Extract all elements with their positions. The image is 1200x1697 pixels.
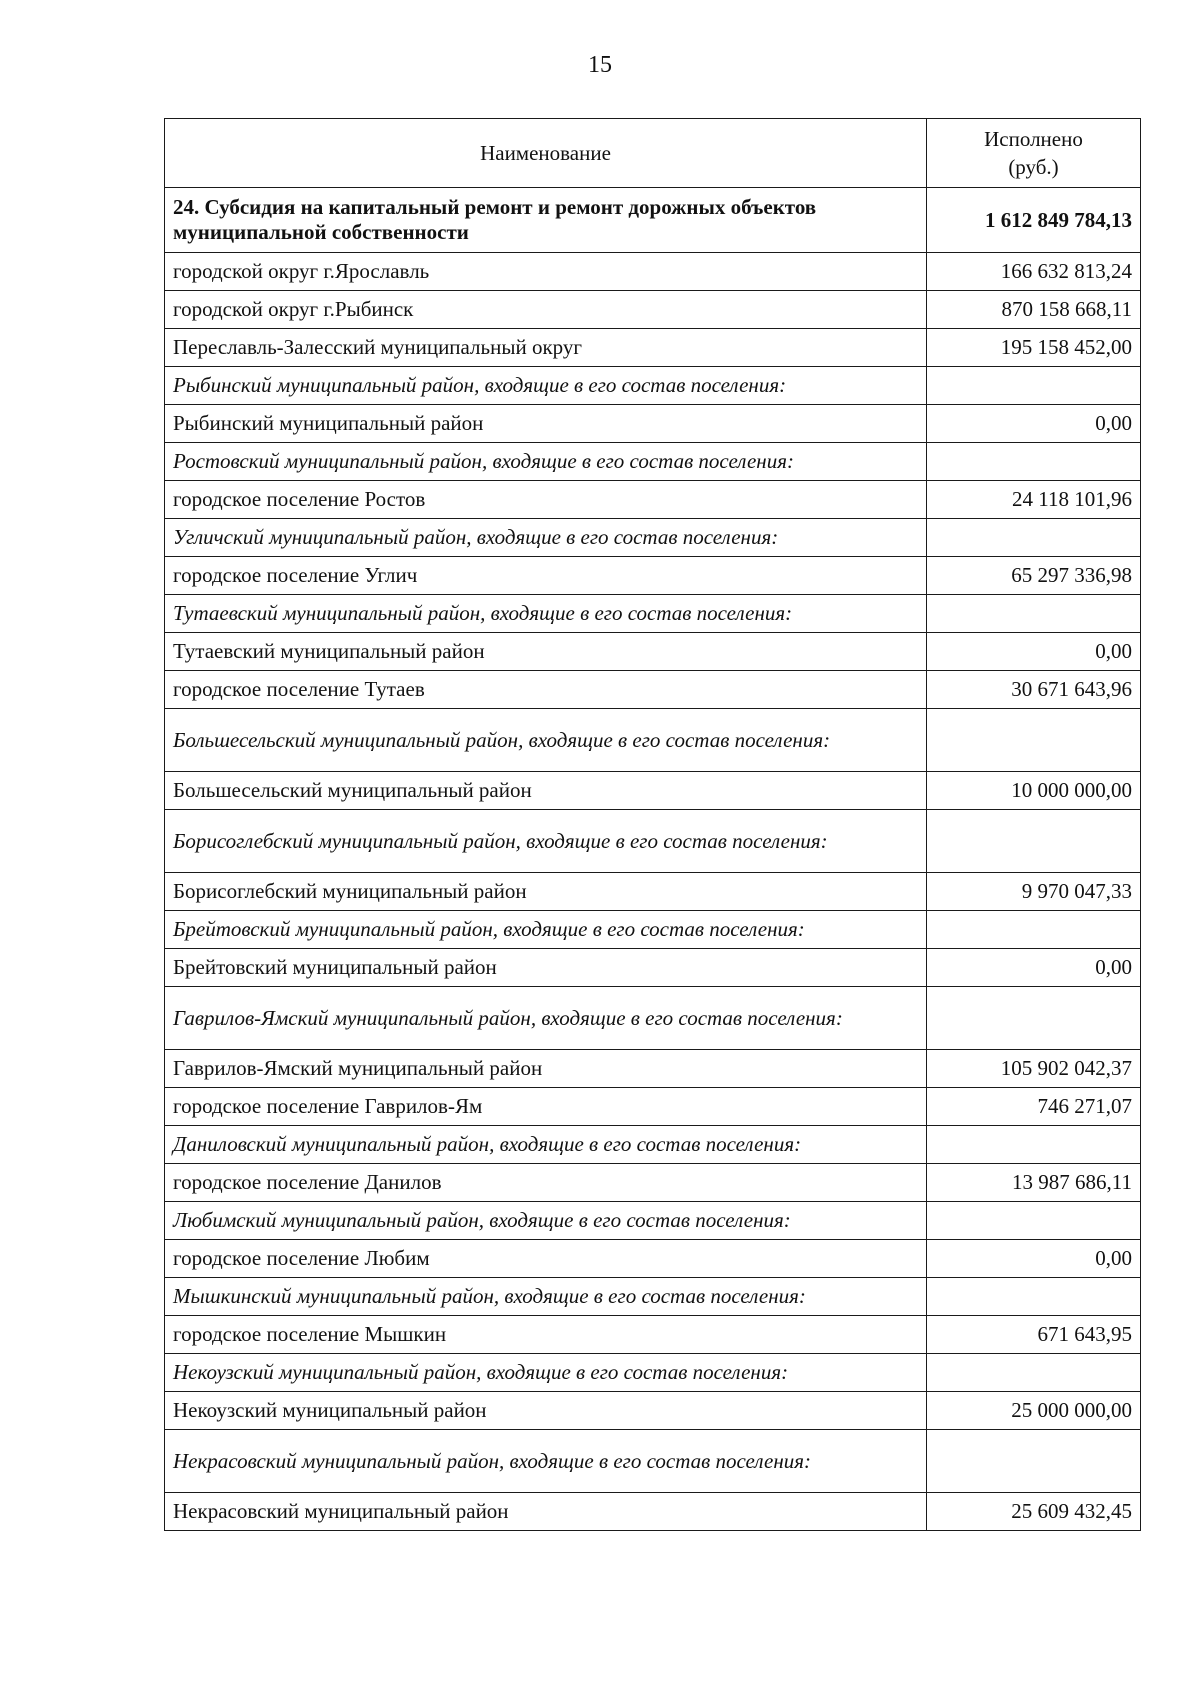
table-row xyxy=(165,1050,1141,1088)
table-row xyxy=(165,671,1141,709)
column-header-value xyxy=(927,119,1141,188)
table-body xyxy=(165,188,1141,1531)
row-value-cell xyxy=(927,443,1141,481)
row-name-cell: Большесельский муниципальный район xyxy=(165,772,927,810)
row-value-cell: 25 000 000,00 xyxy=(927,1392,1141,1430)
row-value-cell xyxy=(927,1430,1141,1493)
page-number: 15 xyxy=(588,52,612,78)
row-name-cell: Некрасовский муниципальный район, входящие в его состав поселения: xyxy=(165,1430,927,1493)
row-name-cell: городское поселение Ростов xyxy=(165,481,927,519)
row-name-cell: Тутаевский муниципальный район xyxy=(165,633,927,671)
column-header-name: Наименование xyxy=(165,119,927,188)
row-value-cell xyxy=(927,595,1141,633)
row-name-cell: 24. Субсидия на капитальный ремонт и ремонт дорожных объектов муниципальной собственности xyxy=(165,188,927,253)
row-name-cell: Любимский муниципальный район, входящие в его состав поселения: xyxy=(165,1202,927,1240)
row-name-cell: городской округ г.Ярославль xyxy=(165,253,927,291)
table-row-group-heading xyxy=(165,810,1141,873)
row-value-cell: 195 158 452,00 xyxy=(927,329,1141,367)
row-name-cell: Борисоглебский муниципальный район, входящие в его состав поселения: xyxy=(165,810,927,873)
row-name-cell: городское поселение Мышкин xyxy=(165,1316,927,1354)
table-row-group-heading xyxy=(165,1430,1141,1493)
table-row-group-heading xyxy=(165,367,1141,405)
row-value-cell xyxy=(927,709,1141,772)
table-row xyxy=(165,1316,1141,1354)
row-value-cell xyxy=(927,367,1141,405)
table-row xyxy=(165,481,1141,519)
row-value-cell: 0,00 xyxy=(927,633,1141,671)
row-name-cell: Борисоглебский муниципальный район xyxy=(165,873,927,911)
table-row xyxy=(165,873,1141,911)
row-value-cell: 870 158 668,11 xyxy=(927,291,1141,329)
row-value-cell: 24 118 101,96 xyxy=(927,481,1141,519)
row-name-cell: Мышкинский муниципальный район, входящие в его состав поселения: xyxy=(165,1278,927,1316)
row-value-cell: 166 632 813,24 xyxy=(927,253,1141,291)
table-row xyxy=(165,253,1141,291)
table-row xyxy=(165,949,1141,987)
row-value-cell: 13 987 686,11 xyxy=(927,1164,1141,1202)
row-name-cell: Угличский муниципальный район, входящие в его состав поселения: xyxy=(165,519,927,557)
row-value-cell xyxy=(927,1354,1141,1392)
table-row-total xyxy=(165,188,1141,253)
table-header xyxy=(165,119,1141,188)
row-value-cell: 10 000 000,00 xyxy=(927,772,1141,810)
row-name-cell: Некрасовский муниципальный район xyxy=(165,1493,927,1531)
row-name-cell: Гаврилов-Ямский муниципальный район xyxy=(165,1050,927,1088)
table-row xyxy=(165,1493,1141,1531)
table-row-group-heading xyxy=(165,443,1141,481)
row-name-cell: городское поселение Тутаев xyxy=(165,671,927,709)
row-value-cell: 30 671 643,96 xyxy=(927,671,1141,709)
budget-execution-table xyxy=(164,118,1141,1531)
row-value-cell: 671 643,95 xyxy=(927,1316,1141,1354)
row-name-cell: Переславль-Залесский муниципальный округ xyxy=(165,329,927,367)
column-header-value-line1: Исполнено xyxy=(984,127,1083,151)
row-name-cell: Некоузский муниципальный район, входящие в его состав поселения: xyxy=(165,1354,927,1392)
row-value-cell: 1 612 849 784,13 xyxy=(927,188,1141,253)
table-row-group-heading xyxy=(165,709,1141,772)
table-row xyxy=(165,291,1141,329)
row-name-cell: Брейтовский муниципальный район xyxy=(165,949,927,987)
row-name-cell: Даниловский муниципальный район, входящие в его состав поселения: xyxy=(165,1126,927,1164)
row-value-cell: 65 297 336,98 xyxy=(927,557,1141,595)
table-row-group-heading xyxy=(165,1202,1141,1240)
row-value-cell xyxy=(927,1126,1141,1164)
row-name-cell: Большесельский муниципальный район, входящие в его состав поселения: xyxy=(165,709,927,772)
table-row-group-heading xyxy=(165,1126,1141,1164)
table-header-row xyxy=(165,119,1141,188)
row-name-cell: Рыбинский муниципальный район xyxy=(165,405,927,443)
table-row-group-heading xyxy=(165,595,1141,633)
table-row-group-heading xyxy=(165,987,1141,1050)
row-name-cell: Рыбинский муниципальный район, входящие в его состав поселения: xyxy=(165,367,927,405)
row-value-cell xyxy=(927,810,1141,873)
row-name-cell: городское поселение Гаврилов-Ям xyxy=(165,1088,927,1126)
row-name-cell: Гаврилов-Ямский муниципальный район, входящие в его состав поселения: xyxy=(165,987,927,1050)
table-row xyxy=(165,1240,1141,1278)
row-value-cell xyxy=(927,1202,1141,1240)
row-value-cell: 0,00 xyxy=(927,949,1141,987)
row-value-cell xyxy=(927,519,1141,557)
row-value-cell: 25 609 432,45 xyxy=(927,1493,1141,1531)
table-row xyxy=(165,1164,1141,1202)
row-name-cell: городское поселение Данилов xyxy=(165,1164,927,1202)
table-row-group-heading xyxy=(165,911,1141,949)
column-header-value-line2: (руб.) xyxy=(1008,155,1059,179)
table-row-group-heading xyxy=(165,1278,1141,1316)
table-row xyxy=(165,1088,1141,1126)
row-name-cell: городской округ г.Рыбинск xyxy=(165,291,927,329)
row-name-cell: Некоузский муниципальный район xyxy=(165,1392,927,1430)
table-row xyxy=(165,329,1141,367)
table-row xyxy=(165,772,1141,810)
row-value-cell xyxy=(927,911,1141,949)
row-value-cell xyxy=(927,1278,1141,1316)
row-name-cell: Ростовский муниципальный район, входящие в его состав поселения: xyxy=(165,443,927,481)
table-row xyxy=(165,633,1141,671)
row-value-cell: 0,00 xyxy=(927,1240,1141,1278)
table-row xyxy=(165,1392,1141,1430)
row-value-cell: 105 902 042,37 xyxy=(927,1050,1141,1088)
row-value-cell: 0,00 xyxy=(927,405,1141,443)
row-value-cell: 746 271,07 xyxy=(927,1088,1141,1126)
table-row xyxy=(165,557,1141,595)
table-row-group-heading xyxy=(165,519,1141,557)
row-value-cell xyxy=(927,987,1141,1050)
table-row-group-heading xyxy=(165,1354,1141,1392)
row-name-cell: Брейтовский муниципальный район, входящие в его состав поселения: xyxy=(165,911,927,949)
table-row xyxy=(165,405,1141,443)
row-name-cell: городское поселение Углич xyxy=(165,557,927,595)
row-name-cell: городское поселение Любим xyxy=(165,1240,927,1278)
row-name-cell: Тутаевский муниципальный район, входящие в его состав поселения: xyxy=(165,595,927,633)
row-value-cell: 9 970 047,33 xyxy=(927,873,1141,911)
